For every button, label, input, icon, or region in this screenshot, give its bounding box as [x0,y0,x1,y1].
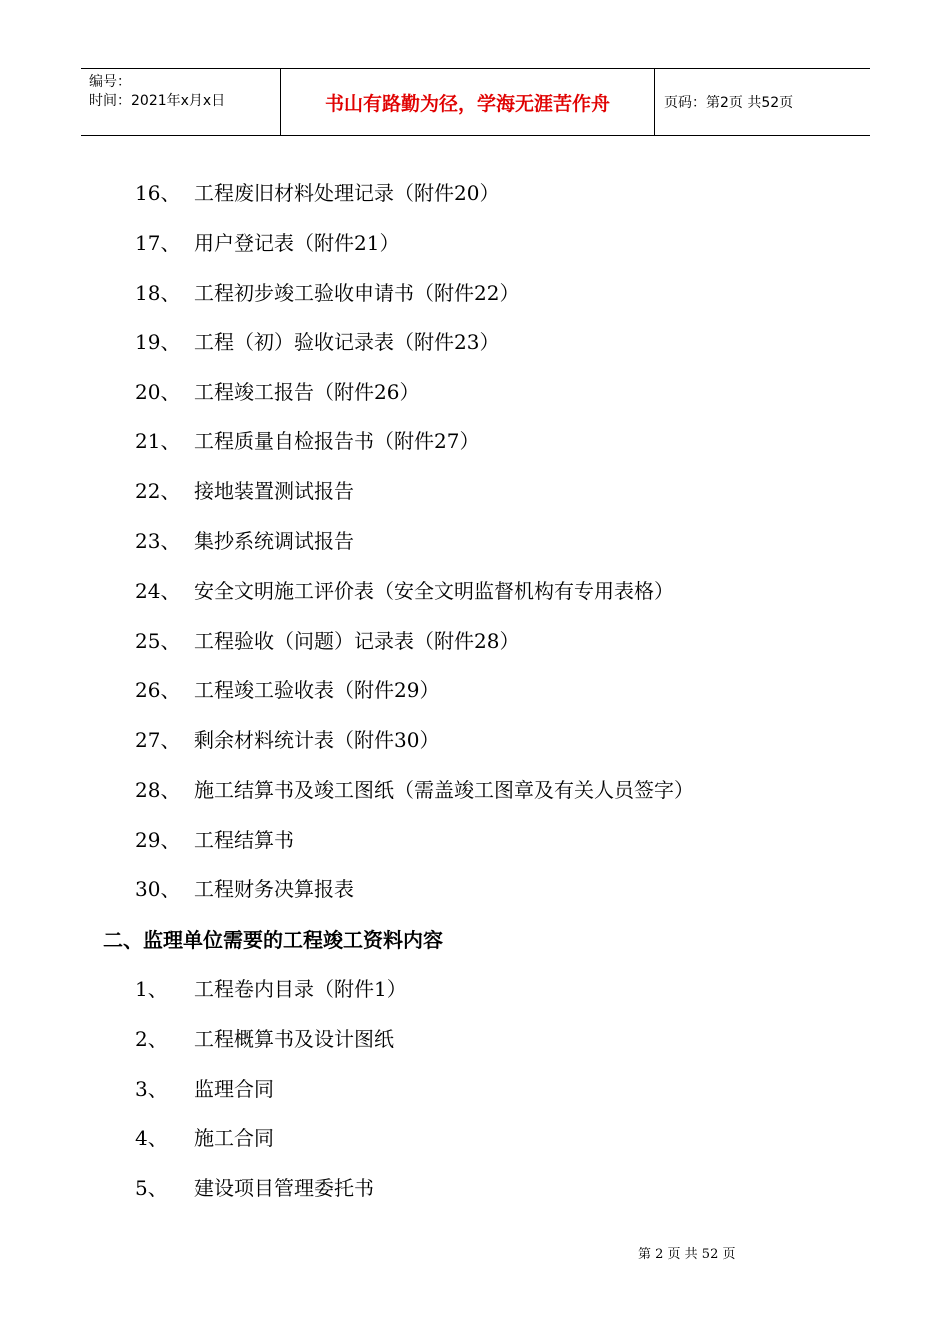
item-number: 25、 [135,629,181,653]
header-motto: 书山有路勤为径，学海无涯苦作舟 [281,69,655,135]
item-number: 22、 [135,479,181,503]
item-number: 21、 [135,429,181,453]
item-text: 施工合同 [194,1126,274,1150]
section-heading: 二、监理单位需要的工程竣工资料内容 [103,928,443,952]
item-text: 工程质量自检报告书（附件27） [194,429,480,453]
item-text: 监理合同 [194,1077,274,1101]
item-text: 安全文明施工评价表（安全文明监督机构有专用表格） [194,579,674,603]
page-header [81,68,870,136]
item-number: 23、 [135,529,181,553]
item-number: 18、 [135,281,181,305]
item-text: 工程初步竣工验收申请书（附件22） [194,281,520,305]
document-number-label: 编号： [89,74,131,90]
item-number: 30、 [135,877,181,901]
item-text: 工程验收（问题）记录表（附件28） [194,629,520,653]
footer-page-number: 第 2 页 共 52 页 [638,1247,736,1262]
item-text: 工程竣工报告（附件26） [194,380,420,404]
item-number: 4、 [135,1126,168,1150]
item-text: 剩余材料统计表（附件30） [194,728,440,752]
item-text: 工程财务决算报表 [194,877,354,901]
item-number: 26、 [135,678,181,702]
item-text: 建设项目管理委托书 [194,1176,374,1200]
item-text: 施工结算书及竣工图纸（需盖竣工图章及有关人员签字） [194,778,694,802]
item-number: 24、 [135,579,181,603]
item-number: 3、 [135,1077,168,1101]
item-text: 工程废旧材料处理记录（附件20） [194,181,500,205]
item-number: 16、 [135,181,181,205]
item-text: 工程概算书及设计图纸 [194,1027,394,1051]
item-text: 工程卷内目录（附件1） [194,977,407,1001]
item-number: 28、 [135,778,181,802]
item-number: 17、 [135,231,181,255]
item-number: 19、 [135,330,181,354]
item-text: 工程（初）验收记录表（附件23） [194,330,500,354]
item-text: 集抄系统调试报告 [194,529,354,553]
item-text: 用户登记表（附件21） [194,231,400,255]
item-number: 1、 [135,977,168,1001]
item-text: 接地装置测试报告 [194,479,354,503]
item-number: 2、 [135,1027,168,1051]
header-meta [81,69,281,135]
item-text: 工程竣工验收表（附件29） [194,678,440,702]
item-number: 27、 [135,728,181,752]
header-page-info: 页码：第2页 共52页 [664,95,794,111]
item-number: 20、 [135,380,181,404]
item-text: 工程结算书 [194,828,294,852]
document-date: 时间：2021年x月x日 [89,93,226,109]
item-number: 5、 [135,1176,168,1200]
item-number: 29、 [135,828,181,852]
